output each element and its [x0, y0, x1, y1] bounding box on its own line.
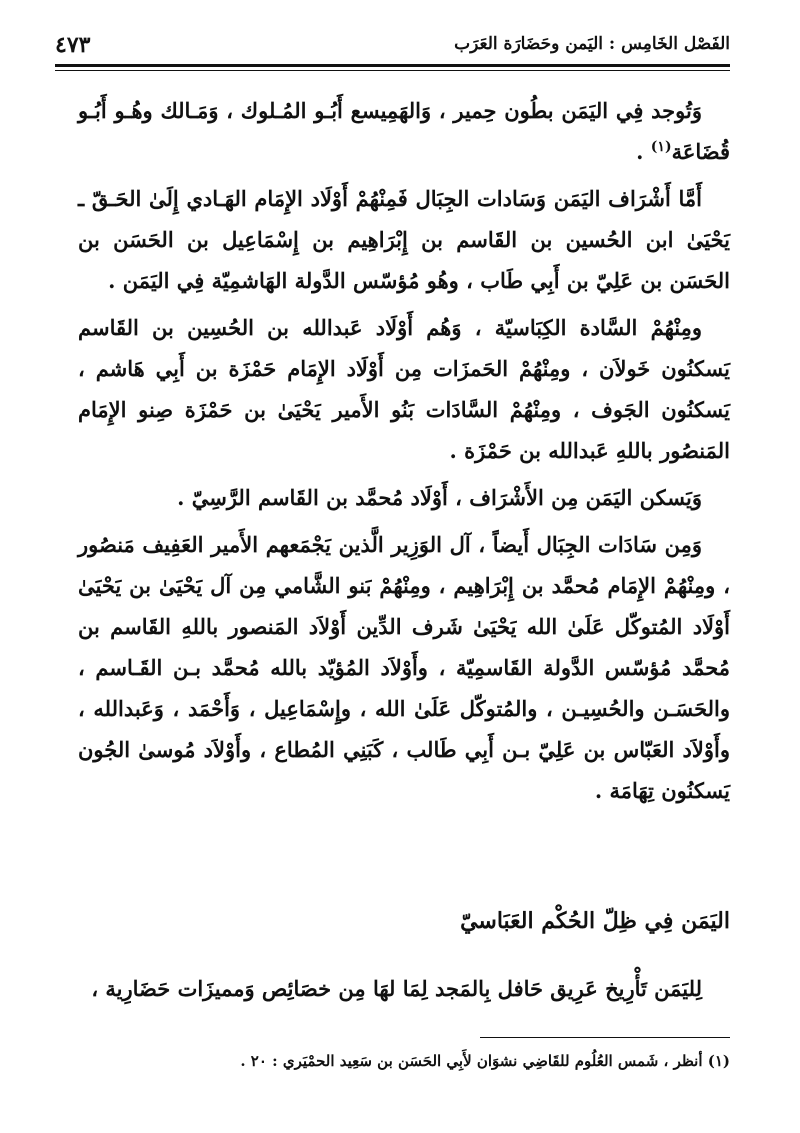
footnote-divider [480, 1037, 730, 1038]
section-paragraph [78, 968, 730, 1015]
section-paragraph-text: لِليَمَن تَأْرِيخ عَرِيق حَافل بِالمَجد لِمَا لهَا مِن خصَائِص وَمميزَات حَضَارِية ، [91, 976, 702, 1001]
footnote-reference[interactable]: (١) [650, 139, 672, 155]
paragraph-2: أَمَّا أَشْرَاف اليَمَن وَسَادات الجِبَال فَمِنْهُمْ أَوْلَاد الإِمَام الهَـادي إِلَىٰ الحَـقّ ـ يَحْيَىٰ ابن الحُسين بن القَاسم بن إِبْرَاهِيم بن إِسْمَاعِيل بن الحَسَن بن الحَسَن بن عَلِيّ بن أَبِي طَاب ، وهُو مُؤسّس الدَّولة الهَاشمِيّة فِي اليَمَن . [78, 186, 730, 293]
paragraph-3: ومِنْهُمْ السَّادة الكِبَاسيّة ، وَهُم أَوْلَاد عَبدالله بن الحُسِين بن القَاسم يَسكنُون خَولاَن ، ومِنْهُمْ الحَمزَات مِن أَوْلَاد الإِمَام حَمْزَة بن أَبِي هَاشم ، يَسكنُون الجَوف ، ومِنْهُمْ السَّادَات بَنُو الأَمير يَحْيَىٰ بن حَمْزَة صِنو الإِمَام المَنصُور باللهِ عَبدالله بن حَمْزَة . [78, 315, 730, 463]
paragraph-1 [78, 90, 730, 172]
header-rule-thick [55, 64, 730, 67]
footnote: (١) أنظر ، شَمس العُلُوم للقَاضِي نشوَان لأَبِي الحَسَن بن سَعِيد الحمْيَري : ٢٠ . [240, 1052, 730, 1070]
body-text [78, 90, 730, 817]
paragraph-4: وَيَسكن اليَمَن مِن الأَشْرَاف ، أَوْلَاد مُحمَّد بن القَاسم الرَّسِيّ . [177, 485, 702, 510]
running-head: الفَصْل الخَامِس : اليَمن وحَضَارَة العَرَب [454, 34, 730, 54]
section-heading: اليَمَن فِي ظِلّ الحُكْم العَبَاسيّ [460, 908, 730, 934]
paragraph-1-text: وَتُوجد فِي اليَمَن بطُون حِمير ، وَالهَمِيسع أَبُـو المُـلوك ، وَمَـالك وهُـو أَبُـو قُضَاعَة [78, 98, 730, 164]
page-header [55, 30, 730, 64]
paragraph-5: وَمِن سَادَات الجِبَال أَيضاً ، آل الوَزِير الَّذين يَجْمَعهم الأَمير العَفِيف مَنصُور ، ومِنْهُمْ الإِمَام مُحمَّد بن إِبْرَاهِيم ، ومِنْهُمْ بَنو الشَّامي مِن آل يَحْيَىٰ بن يَحْيَىٰ أَوْلَاد المُتوكّل عَلَىٰ الله يَحْيَىٰ شَرف الدِّين أَوْلاَد المَنصور باللهِ القَاسم بن مُحمَّد مُؤسّس الدَّولة القَاسمِيّة ، وأَوْلاَد المُؤيّد بالله مُحمَّد بـن القَـاسم ، والحَسَـن والحُسِيـن ، والمُتوكّل عَلَىٰ الله ، وإِسْمَاعِيل ، وَأَحْمَد ، وَعَبدالله ، وأَوْلاَد العَبّاس بن عَلِيّ بـن أَبِي طَالب ، كَبَنِي المُطاع ، وأَوْلاَد مُوسىٰ الجُون يَسكنُون تِهَامَة . [78, 532, 730, 803]
header-rule-thin [55, 70, 730, 71]
paragraph-1-end: . [636, 139, 651, 164]
page-number: ٤٧٣ [55, 32, 91, 58]
